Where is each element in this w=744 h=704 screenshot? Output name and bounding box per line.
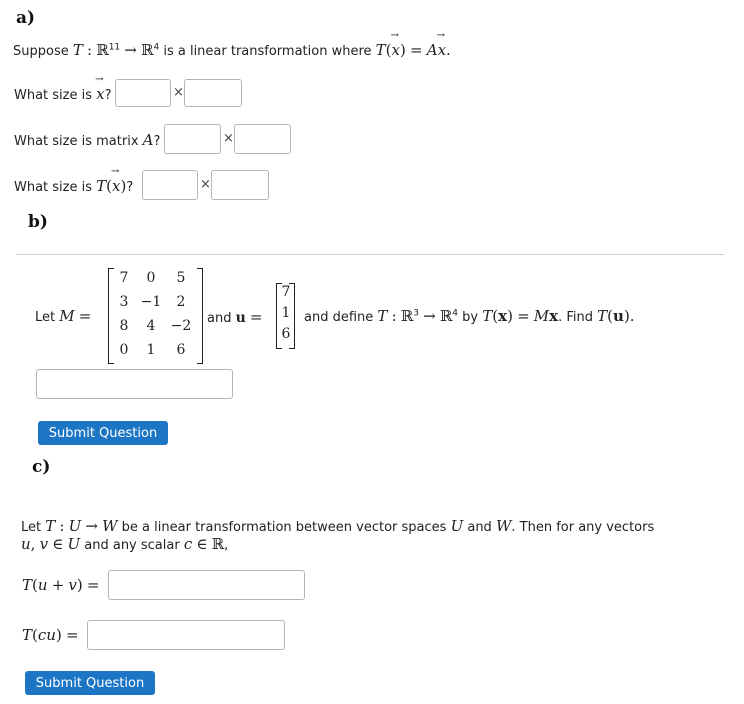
submit-question-button[interactable]: Submit Question xyxy=(25,671,155,695)
size-A-rows-input[interactable] xyxy=(164,124,221,154)
times-sign: × xyxy=(173,85,184,100)
T-u-plus-v-label: T(u + v) = xyxy=(22,576,100,594)
let-M-label: Let M = xyxy=(35,307,92,325)
T-cu-input[interactable] xyxy=(87,620,285,650)
matrix-cell: 8 xyxy=(119,318,129,334)
times-sign: × xyxy=(223,131,234,146)
question-size-Tx: What size is T(→ x)? xyxy=(14,177,133,195)
matrix-cell: 0 xyxy=(119,342,129,358)
times-sign: × xyxy=(200,177,211,192)
matrix-M xyxy=(108,268,203,364)
vector-cell: 6 xyxy=(281,326,291,342)
part-c-statement-line2: u, v ∈ U and any scalar c ∈ ℝ, xyxy=(21,535,229,553)
matrix-cell: −2 xyxy=(170,318,192,334)
part-c-statement-line1: Let T : U → W be a linear transformation between vector spaces U and W. Then for any vectors xyxy=(21,517,655,535)
part-a-intro: Suppose T : ℝ$^{11}$ → ℝ$^4$ is a linear transformation where T(→ x) = A→ x. xyxy=(13,41,451,59)
matrix-cell: 2 xyxy=(176,294,186,310)
matrix-cell: 6 xyxy=(176,342,186,358)
T-cu-label: T(cu) = xyxy=(22,626,79,644)
vector-cell: 7 xyxy=(281,284,291,300)
part-c-heading: c) xyxy=(32,457,51,477)
and-u-label: and u = xyxy=(207,308,263,326)
vector-u xyxy=(276,283,295,349)
part-a-heading: a) xyxy=(16,8,36,28)
matrix-cell: 3 xyxy=(119,294,129,310)
size-x-rows-input[interactable] xyxy=(115,79,171,107)
part-b-heading: b) xyxy=(28,212,48,232)
size-A-cols-input[interactable] xyxy=(234,124,291,154)
T-u-plus-v-input[interactable] xyxy=(108,570,305,600)
question-size-x: What size is → x? xyxy=(14,85,112,103)
codomain-dim: 4 xyxy=(153,42,160,53)
matrix-cell: −1 xyxy=(140,294,162,310)
question-size-A: What size is matrix A? xyxy=(14,131,161,149)
size-x-cols-input[interactable] xyxy=(184,79,242,107)
domain-dim: 11 xyxy=(108,42,121,53)
matrix-cell: 4 xyxy=(146,318,156,334)
size-Tx-cols-input[interactable] xyxy=(211,170,269,200)
vector-cell: 1 xyxy=(281,305,291,321)
submit-question-button[interactable]: Submit Question xyxy=(38,421,168,445)
matrix-cell: 5 xyxy=(176,270,186,286)
matrix-cell: 0 xyxy=(146,270,156,286)
size-Tx-rows-input[interactable] xyxy=(142,170,198,200)
Tu-answer-input[interactable] xyxy=(36,369,233,399)
divider xyxy=(16,254,724,255)
matrix-cell: 1 xyxy=(146,342,156,358)
define-T-text: and define T : ℝ$^3$ → ℝ$^4$ by T(x) = Mx. Find T(u). xyxy=(304,307,635,325)
matrix-cell: 7 xyxy=(119,270,129,286)
